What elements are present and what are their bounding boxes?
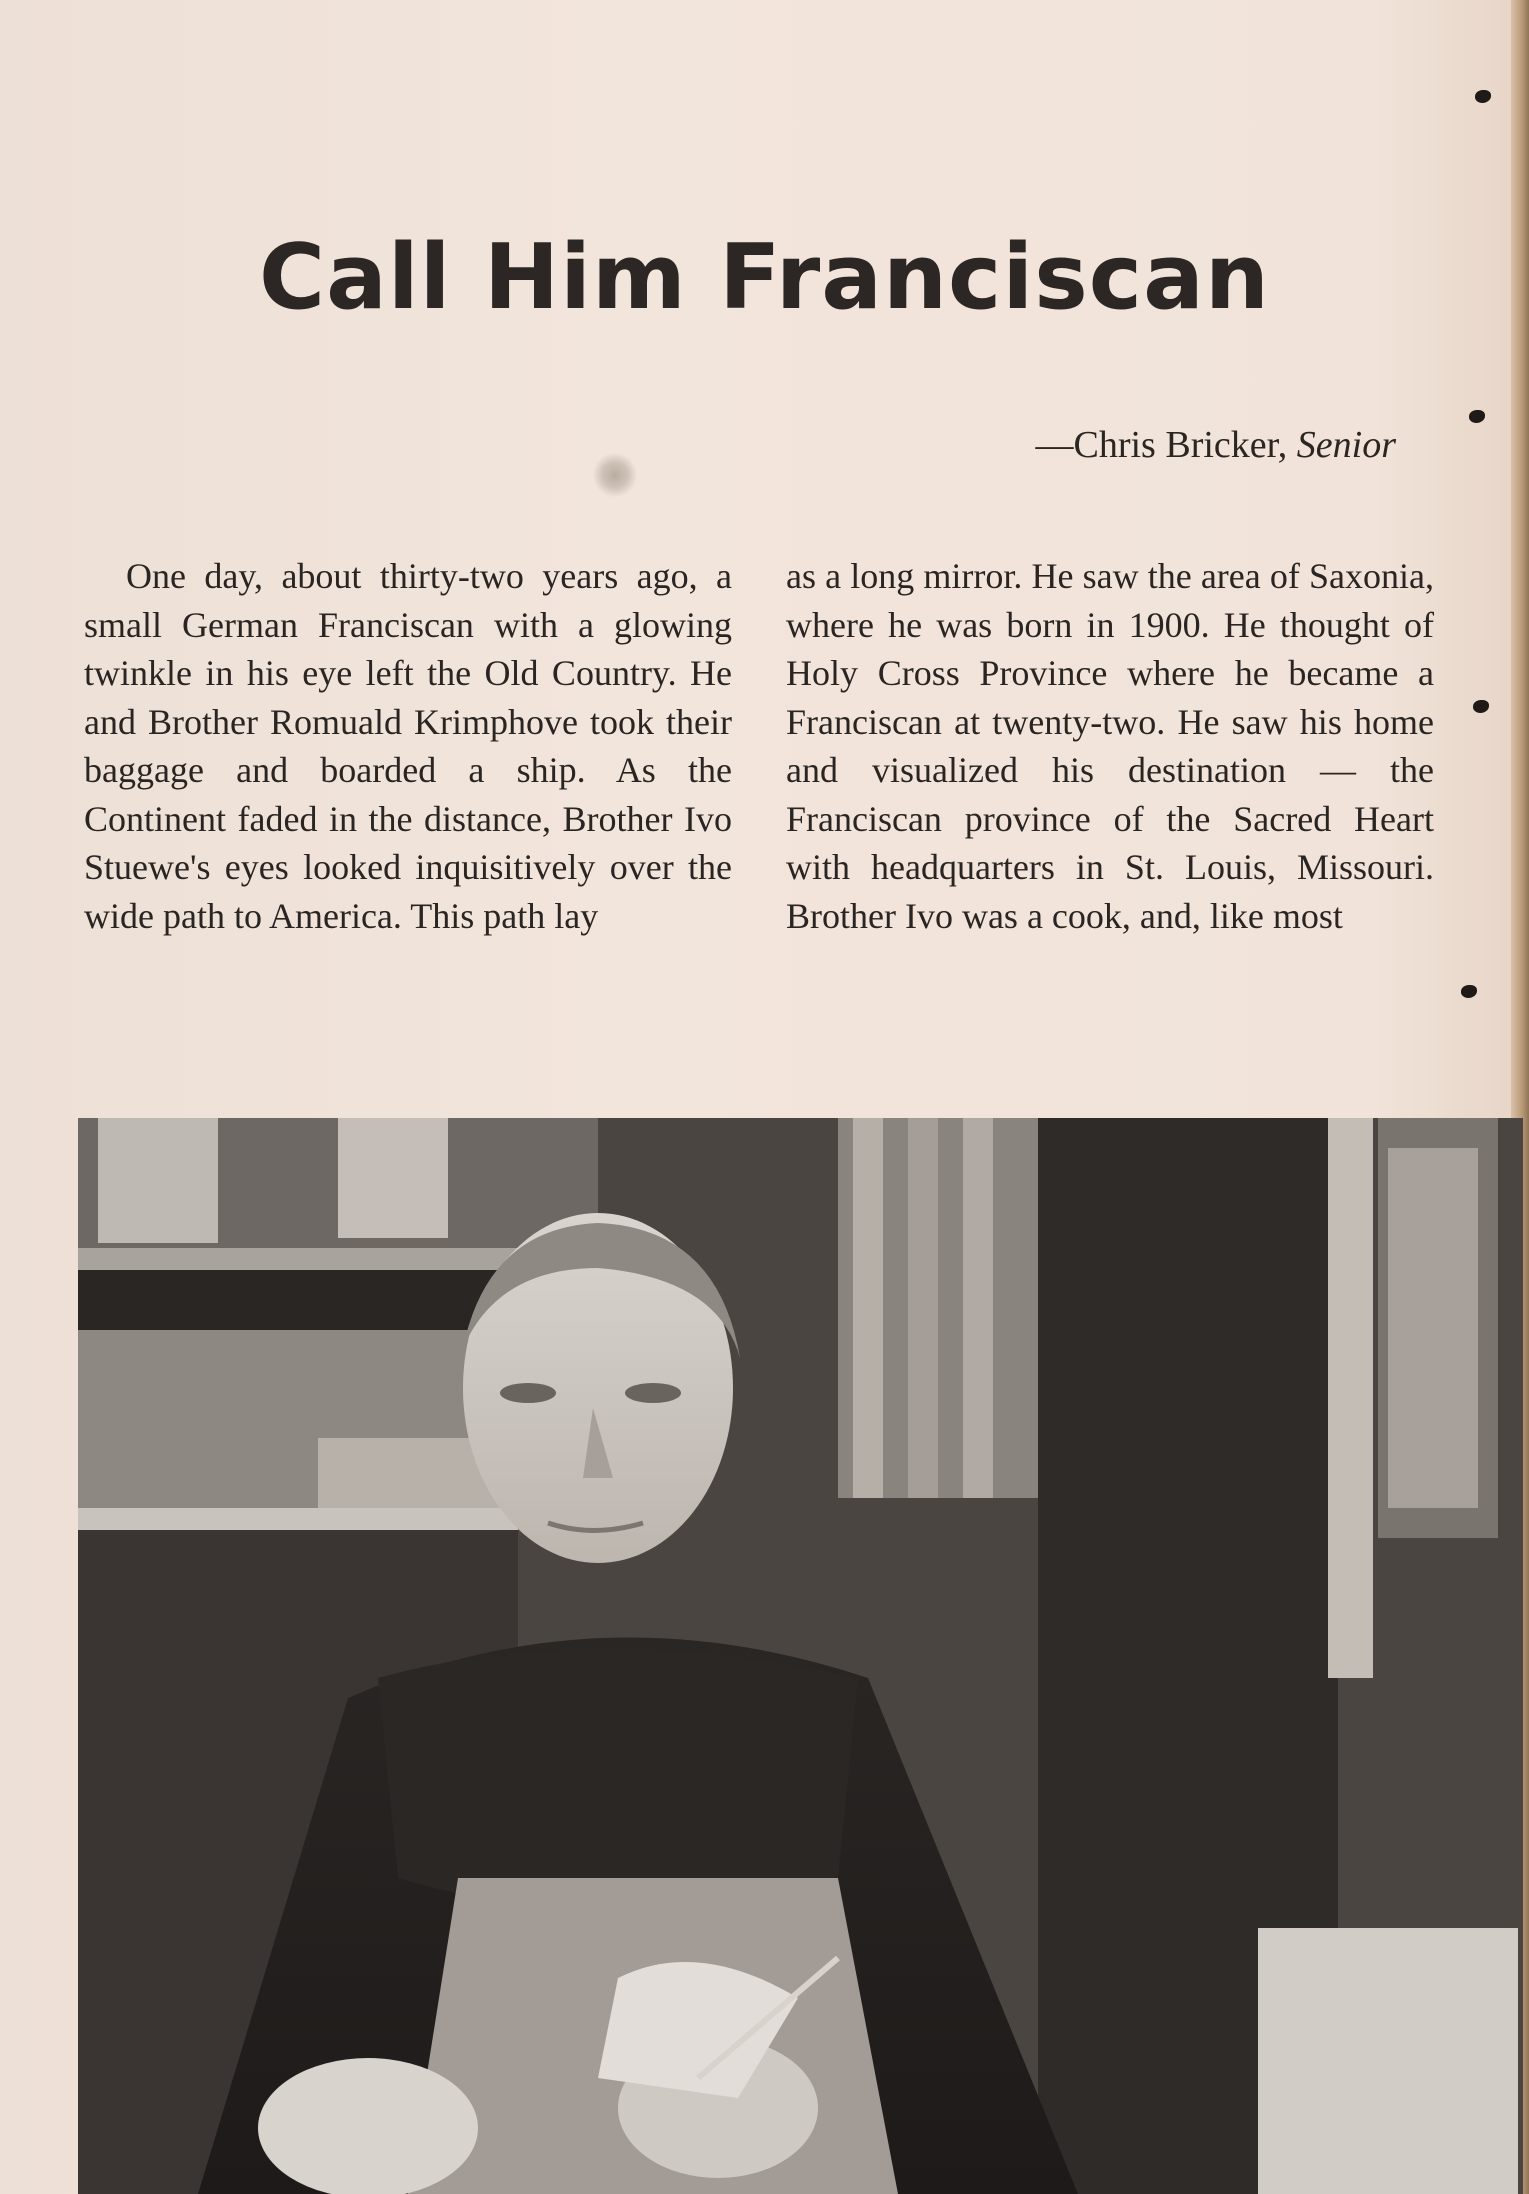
article-photo bbox=[78, 1118, 1523, 2194]
body-column-right: as a long mirror. He saw the area of Saxonia, where he was born in 1900. He thought of Holy Cross Province where he became a Franciscan at twenty-two. He saw his home and visualized his destination — the Franciscan province of the Sacred Heart with headquarters in St. Louis, Missouri. Brother Ivo was a cook, and, like most bbox=[786, 556, 1434, 936]
byline bbox=[1036, 423, 1397, 467]
body-column-left: One day, about thirty-two years ago, a small German Franciscan with a glowing twinkle in his eye left the Old Country. He and Brother Romuald Krimphove took their baggage and boarded a ship. As the Continent faded in the distance, Brother Ivo Stuewe's eyes looked inquisitively over the wide path to America. This path lay bbox=[84, 556, 732, 936]
ink-smudge bbox=[593, 452, 637, 498]
binding-hole bbox=[1475, 90, 1491, 103]
byline-author: —Chris Bricker, bbox=[1035, 424, 1288, 466]
byline-class: Senior bbox=[1296, 424, 1396, 466]
friar-in-kitchen-photo bbox=[78, 1118, 1523, 2194]
binding-hole bbox=[1473, 700, 1489, 713]
article-title: Call Him Franciscan bbox=[259, 225, 1270, 330]
binding-hole bbox=[1469, 410, 1485, 423]
binding-hole bbox=[1461, 985, 1477, 998]
